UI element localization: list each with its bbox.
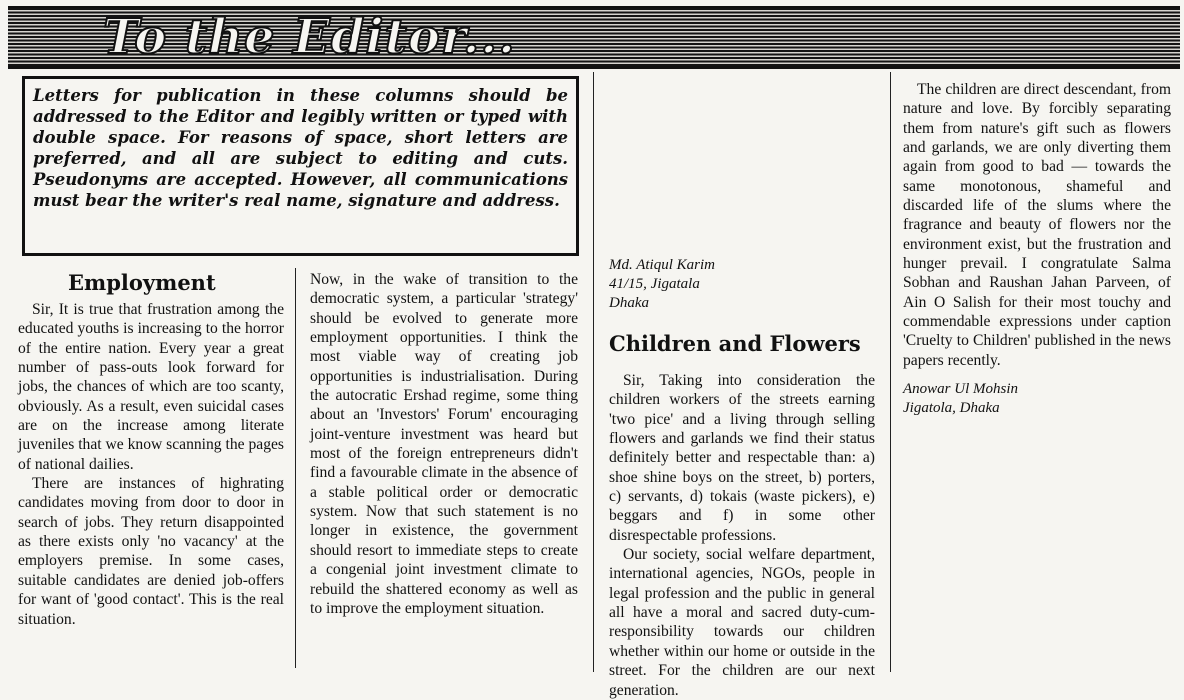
letter-title-employment: Employment [68,270,216,295]
column-1 [18,270,284,670]
letter-body-employment [18,300,284,638]
signature-line: Jigatola, Dhaka [903,400,1000,417]
letter-title-children-and-flowers: Children and Flowers [609,331,861,356]
letter-paragraph: Sir, Taking into consideration the children workers of the streets earning 'two pice' and a living through selling flowers and garlands we find their status definitely better and respectable than: a) shoe shine boys on the street, b) porters, c) servants, d) tokais (waste pickers), e) beggars and f) in some other disrespectable professions. [609,372,875,544]
signature-line: Dhaka [609,295,649,311]
letter-paragraph: The children are direct descendant, from nature and love. By forcibly separating them from nature's gift such as flowers and garlands, we are only diverting them again from good to bad — towards the same monotonous, shameful and discarded life of the slums where the fragrance and beauty of flowers nor the environment exist, but the frustration and hunger prevail. I congratulate Salma Sobhan and Raushan Jahan Parveen, of Ain O Salish for their most touchy and commendable expressions under caption 'Cruelty to Children' published in the news papers recently. [903,81,1171,369]
signature-children [903,380,1171,418]
editorial-notice-text: Letters for publication in these columns should be addressed to the Editor and legibly written or typed with double space. For reasons of space, short letters are preferred, and all are subject to editing and cuts. Pseudonyms are accepted. However, all communications must bear the writer's real name, signature and address. [33,86,568,210]
column-divider [593,72,594,672]
column-divider [890,72,891,672]
section-title: To the Editor... [103,9,516,65]
column-2 [310,270,578,662]
signature-name: Anowar Ul Mohsin [903,381,1019,398]
letter-paragraph: Our society, social welfare department, international agencies, NGOs, people in legal profession and the public in general all have a moral and sacred duty-cum-responsibility towards our children whether within our home or outside in the street. For the children are our next generation. [609,546,875,699]
column-divider [295,268,296,668]
editorial-notice-box [22,76,579,256]
letter-paragraph: There are instances of highrating candidates moving from door to door in search of jobs. They return disappointed as there exists only 'no vacancy' at the employers premise. In some cases, suitable candidates are denied job-offers for want of 'good contact'. This is the real situation. [18,475,284,628]
letter-paragraph: Sir, It is true that frustration among the educated youths is increasing to the horror of the entire nation. Every year a great number of pass-outs look forward for jobs, the chances of which are too scanty, obviously. As a result, even suicidal cases are on the increase among literate juveniles that we know scanning the pages of national dailies. [18,301,284,473]
signature-line: 41/15, Jigatala [609,276,700,292]
column-3 [609,80,875,699]
column-4 [903,80,1171,670]
signature-name: Md. Atiqul Karim [609,257,715,273]
letter-paragraph: Now, in the wake of transition to the democratic system, a particular 'strategy' should be evolved to generate more employment opportunities. I think the most viable way of creating job opportunities is industrialisation. During the autocratic Ershad regime, some thing about an 'Investors' Forum' encouraging joint-venture investment was heard but most of the foreign entrepreneurs didn't find a favourable climate in the absence of a stable political order or democratic system. Now that such statement is no longer in existence, the government should resort to immediate steps to create a congenial joint investment climate to rebuild the shattered economy as well as to improve the employment situation. [310,271,578,617]
signature-employment [609,256,875,313]
letter-body-children [609,371,875,700]
section-banner [8,6,1180,69]
